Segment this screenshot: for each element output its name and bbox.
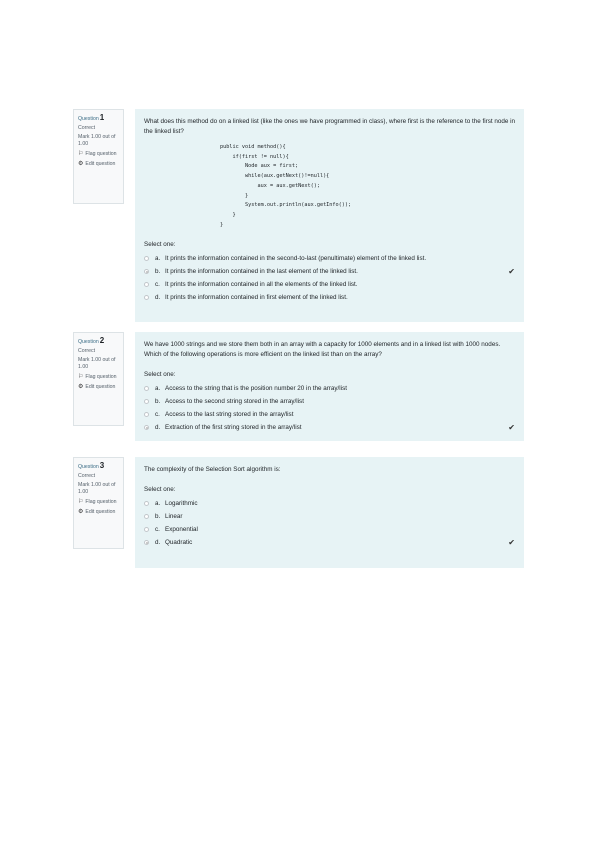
option-c[interactable]: c. Access to the last string stored in the array/list (144, 408, 515, 421)
option-c[interactable]: c. Exponential (144, 523, 515, 536)
radio-button-selected[interactable] (144, 425, 149, 430)
radio-button[interactable] (144, 412, 149, 417)
radio-button[interactable] (144, 501, 149, 506)
question-state: Correct (78, 125, 96, 131)
question-number: Question3 (78, 461, 105, 470)
radio-button[interactable] (144, 527, 149, 532)
flag-icon: ⚐ (78, 499, 84, 505)
question-number: Question1 (78, 113, 105, 122)
question-info (73, 332, 124, 426)
select-one-prompt: Select one: (144, 371, 176, 378)
question-info (73, 109, 124, 204)
gear-icon: ⚙ (78, 161, 84, 167)
question-number: Question2 (78, 336, 105, 345)
option-b[interactable]: b. Access to the second string stored in the array/list (144, 395, 515, 408)
question-grade: Mark 1.00 out of 1.00 (78, 357, 116, 370)
radio-button-selected[interactable] (144, 269, 149, 274)
checkmark-icon: ✔ (508, 537, 515, 547)
radio-button[interactable] (144, 282, 149, 287)
flag-question-link[interactable]: ⚐ Flag question (78, 151, 117, 157)
question-content (135, 109, 524, 322)
edit-question-link[interactable]: ⚙ Edit question (78, 384, 116, 390)
select-one-prompt: Select one: (144, 486, 176, 493)
edit-question-link[interactable]: ⚙ Edit question (78, 509, 116, 515)
answer-options (144, 382, 515, 434)
gear-icon: ⚙ (78, 384, 84, 390)
radio-button[interactable] (144, 514, 149, 519)
question-state: Correct (78, 473, 96, 479)
question-state: Correct (78, 348, 96, 354)
question-content (135, 332, 524, 441)
flag-icon: ⚐ (78, 374, 84, 380)
answer-options (144, 497, 515, 549)
option-a[interactable]: a. Access to the string that is the position number 20 in the array/list (144, 382, 515, 395)
gear-icon: ⚙ (78, 509, 84, 515)
select-one-prompt: Select one: (144, 241, 176, 249)
question-info (73, 457, 124, 549)
option-a[interactable]: a. It prints the information contained in the second-to-last (penultimate) element of the linked list. (144, 252, 515, 265)
radio-button[interactable] (144, 386, 149, 391)
option-d[interactable]: d. Extraction of the first string stored in the array/list ✔ (144, 421, 515, 434)
code-block: public void method(){ if(first != null){ Node aux = first; while(aux.getNext()!=null){ aux = aux.getNext(); } System.out.println(aux.getInfo()); } } (220, 144, 352, 228)
checkmark-icon: ✔ (508, 266, 515, 276)
option-d[interactable]: d. Quadratic ✔ (144, 536, 515, 549)
radio-button-selected[interactable] (144, 540, 149, 545)
question-grade: Mark 1.00 out of 1.00 (78, 134, 116, 147)
question-text: The complexity of the Selection Sort algorithm is: (144, 466, 281, 473)
option-b[interactable]: b. Linear (144, 510, 515, 523)
radio-button[interactable] (144, 256, 149, 261)
question-content (135, 457, 524, 568)
option-c[interactable]: c. It prints the information contained in all the elements of the linked list. (144, 278, 515, 291)
question-grade: Mark 1.00 out of 1.00 (78, 482, 116, 495)
radio-button[interactable] (144, 295, 149, 300)
option-d[interactable]: d. It prints the information contained in first element of the linked list. (144, 291, 515, 304)
option-b[interactable]: b. It prints the information contained in the last element of the linked list. ✔ (144, 265, 515, 278)
flag-icon: ⚐ (78, 151, 84, 157)
option-a[interactable]: a. Logarithmic (144, 497, 515, 510)
answer-options (144, 252, 515, 304)
edit-question-link[interactable]: ⚙ Edit question (78, 161, 116, 167)
radio-button[interactable] (144, 399, 149, 404)
checkmark-icon: ✔ (508, 422, 515, 432)
question-text: What does this method do on a linked list (like the ones we have programmed in class), where first is the reference to the first node in the linked list? (144, 118, 515, 135)
flag-question-link[interactable]: ⚐ Flag question (78, 374, 117, 380)
question-text: We have 1000 strings and we store them both in an array with a capacity for 1000 elements and in a linked list with 1000 nodes. Which of the following operations is more efficient on the linked list than on the array? (144, 341, 501, 358)
flag-question-link[interactable]: ⚐ Flag question (78, 499, 117, 505)
